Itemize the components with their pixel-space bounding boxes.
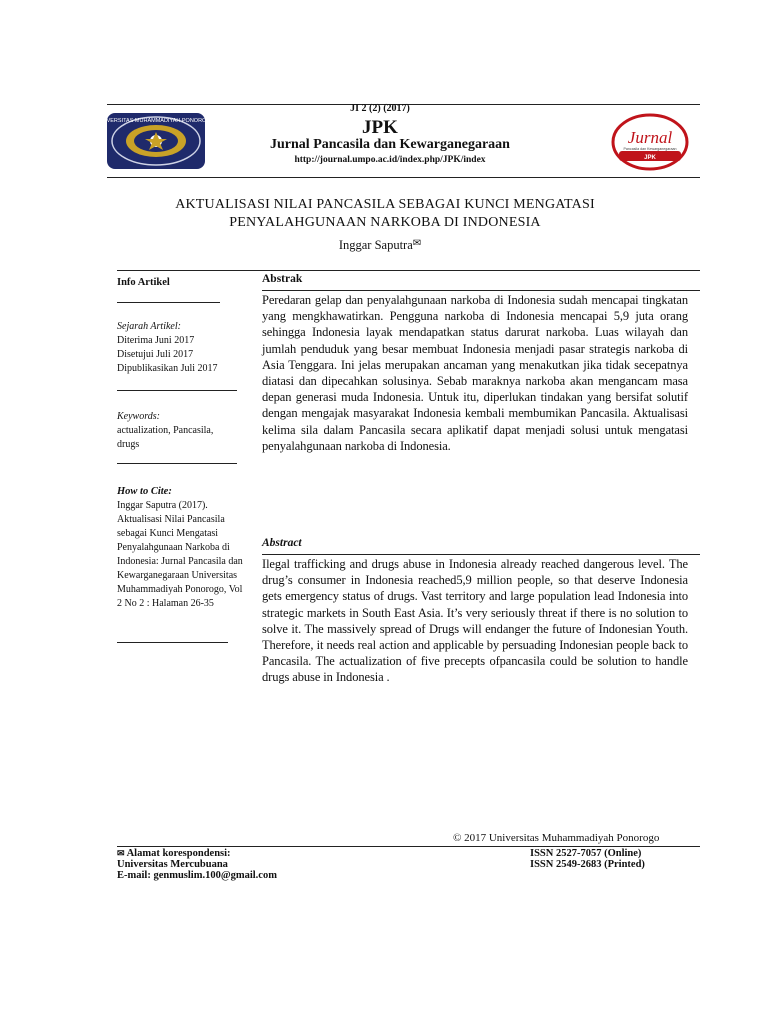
abstrak-rule: [262, 290, 700, 291]
published-date: Dipublikasikan Juli 2017: [117, 363, 218, 374]
issn-print: ISSN 2549-2683 (Printed): [530, 859, 645, 870]
envelope-icon: ✉: [412, 238, 422, 249]
correspondence-block: [117, 848, 277, 881]
cite-text: Inggar Saputra (2017). Aktualisasi Nilai Pancasila sebagai Kunci Mengatasi Penyalahgunaan Narkoba di Indonesia: Jurnal Pancasila dan Kewarganegaraan Universitas Muhammadiyah Ponorogo, Vol 2 No 2 : Halaman 26-35: [117, 500, 243, 609]
cite-label: How to Cite:: [117, 486, 172, 497]
article-title-line2: PENYALAHGUNAAN NARKOBA DI INDONESIA: [229, 215, 541, 230]
correspondence-email[interactable]: E-mail: genmuslim.100@gmail.com: [117, 870, 277, 881]
journal-name: Jurnal Pancasila dan Kewarganegaraan: [270, 137, 510, 152]
abstract-text: Ilegal trafficking and drugs abuse in Indonesia already reached dangerous level. The drug’s consumer in Indonesia reached5,9 million people, so that deserve Indonesia gets emergency status of drugs. Vast territory and large population lead Indonesia into strategic markets in South East Asia. It’s very seriously threat if there is no solution to solve it. The massively spread of Drugs will endanger the future of Indonesian Youth. Therefore, it needs real action and applicable by persuading Indonesian people back to Pancasila. The actualization of five precepts ofpancasila could be solution to handle drugs abuse in Indonesia .: [262, 557, 688, 685]
history-label: Sejarah Artikel:: [117, 321, 181, 332]
keywords-divider: [117, 463, 237, 464]
header-bottom-rule: [107, 177, 700, 178]
journal-logo: [611, 113, 689, 171]
copyright-note: © 2017 Universitas Muhammadiyah Ponorogo: [453, 832, 660, 844]
journal-logo-word: Jurnal: [627, 128, 673, 147]
info-top-rule: [117, 270, 700, 271]
journal-issue: JI 2 (2) (2017): [350, 103, 410, 114]
university-logo-text: UNIVERSITAS MUHAMMADIYAH PONOROGO: [97, 118, 215, 124]
university-logo: [97, 113, 215, 169]
journal-logo-abbr: JPK: [644, 155, 656, 161]
footer-rule: [117, 846, 700, 847]
issn-block: [530, 848, 645, 870]
article-title: [150, 196, 620, 232]
info-divider: [117, 302, 220, 303]
article-history: [117, 320, 247, 376]
cite-divider: [117, 642, 228, 643]
keywords-label: Keywords:: [117, 411, 160, 422]
history-divider: [117, 390, 237, 391]
abstract-rule: [262, 554, 700, 555]
author-text: Inggar Saputra: [338, 238, 413, 252]
keywords-text: actualization, Pancasila, drugs: [117, 425, 214, 450]
journal-url[interactable]: http://journal.umpo.ac.id/index.php/JPK/index: [294, 155, 486, 165]
article-title-line1: AKTUALISASI NILAI PANCASILA SEBAGAI KUNCI MENGATASI: [175, 197, 595, 212]
envelope-icon: ✉: [117, 848, 125, 858]
correspondence-institution: Universitas Mercubuana: [117, 859, 228, 870]
issn-online: ISSN 2527-7057 (Online): [530, 848, 642, 859]
correspondence-label: Alamat korespondensi:: [126, 848, 231, 859]
author-name: [300, 238, 460, 253]
received-date: Diterima Juni 2017: [117, 335, 195, 346]
keywords-block: [117, 410, 235, 452]
cite-block: [117, 485, 243, 611]
accepted-date: Disetujui Juli 2017: [117, 349, 194, 360]
abstrak-text: Peredaran gelap dan penyalahgunaan narkoba di Indonesia sudah mencapai tingkatan yang mengkhawatirkan. Pengguna narkoba di Indonesia mencapai 5,9 juta orang sehingga Indonesia layak mendapatkan status darurat narkoba. Luas wilayah dan jumlah penduduk yang besar membuat Indonesia menjadi pasar strategis narkoba di Asia Tenggara. Ini jelas merupakan ancaman yang menakutkan jika tidak secepatnya diatasi dan dipecahkan solusinya. Sebab maraknya narkoba akan mengancam masa depan generasi muda Indonesia. Untuk itu, diperlukan tindakan yang bersifat solutif dengan mengajak masyarakat Indonesia kembali membumikan Pancasila. Aktualisasi kelima sila dalam Pancasila secara aplikatif dapat menjadi solusi untuk mengatasi penyalahgunaan narkoba di Indonesia.: [262, 293, 688, 453]
journal-logo-tag: Pancasila dan Kewarganegaraan: [623, 147, 677, 151]
abstract-heading: Abstract: [262, 537, 302, 549]
abstrak-heading: Abstrak: [262, 273, 303, 285]
info-heading: Info Artikel: [117, 277, 170, 288]
journal-acronym: JPK: [362, 117, 398, 138]
